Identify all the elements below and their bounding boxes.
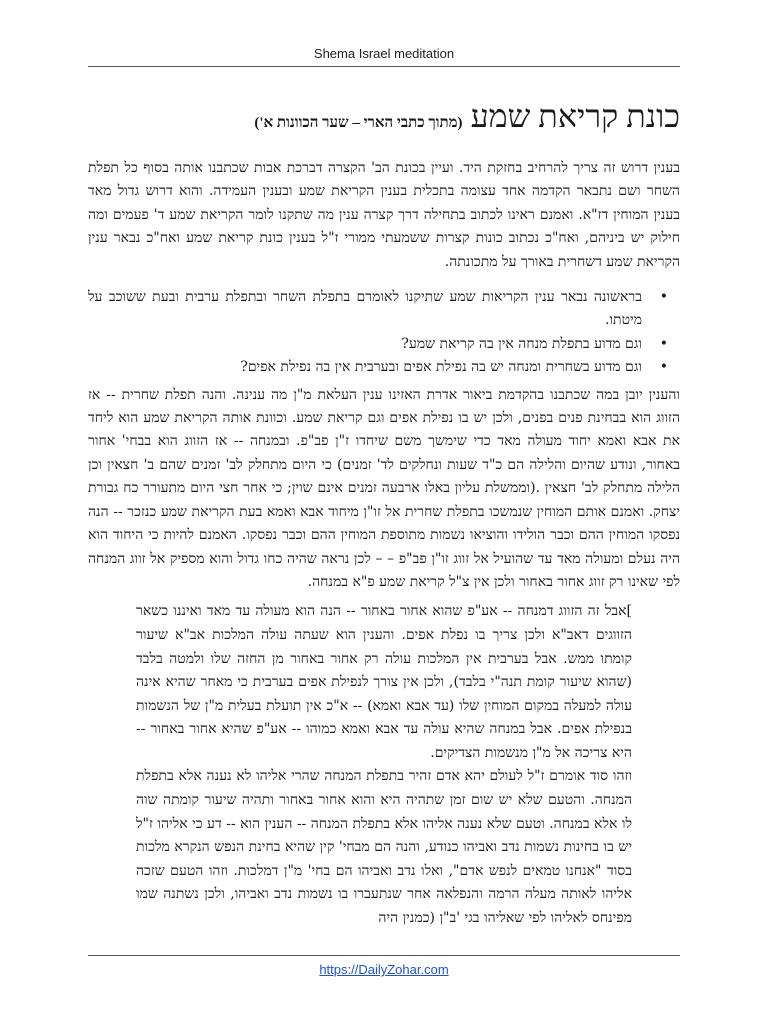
page-header: Shema Israel meditation: [313, 46, 455, 61]
title-main: כונת קריאת שמע: [470, 98, 680, 134]
intro-paragraph: בענין דרוש זה צריך להרחיב בחזקת היד. ועיין בכונת הב' הקצרה דברכת אבות שכתבנו אותה בסוף כל תפלת השחר ושם נתבאר הקדמה אחד עצומה בתכלית בענין הקריאת שמע ובענין העמידה. והוא דרוש גדול מאד בענין המוחין דז"א. ואמנם ראינו לכתוב בתחילה דרך קצרה ענין מה שתקנו לומר הקריאת שמע ד' פעמים ומה חילוק יש ביניהם, ואח"כ נכתוב כונות קצרות ששמעתי ממורי ז"ל בענין כונת קריאת שמע ואח"כ נבאר ענין הקריאת שמע דשחרית באורך על מתכונתה.: [88, 160, 680, 270]
page-footer: [88, 962, 680, 977]
list-item: • וגם מדוע בשחרית ומנחה יש בה נפילת אפים ובערבית אין בה נפילת אפים?: [88, 356, 642, 379]
document-title: [88, 96, 680, 143]
footer-rule: [88, 955, 680, 956]
quote-paragraph: ]אבל זה הזווג דמנחה -- אע"פ שהוא אחור באחור -- הנה הוא מעולה עד מאד ואיננו כשאר הזווגים דאב"א ולכן צריך בו נפלת אפים. והענין הוא שעתה עולה המלכות אב"א שיעור קומתו ממש. אבל בערבית אין המלכות עולה רק אחור באחור מן החזה שלו ולמטה בלבד (שהוא שיעור קומת תנה"י בלבד), ולכן אין צורך לנפילת אפים בערבית כי מאחר שהיא אינה עולה למעלה במקום המוחין שלו (עד אבא ואמא) -- א"כ אין תועלת בעלית מ"ן של הנשמות בנפילת אפים. אבל במנחה שהיא עולה עד אבא ואמא כמוהו -- אע"פ שהיא אחור באחור -- היא צריכה אל מ"ן מנשמות הצדיקים.: [136, 603, 632, 761]
indented-quote: [136, 600, 632, 930]
list-item: • וגם מדוע בתפלת מנחה אין בה קריאת שמע?: [88, 333, 642, 356]
quote-paragraph: וזהו סוד אומרם ז"ל לעולם יהא אדם זהיר בתפלת המנחה שהרי אליהו לא נענה אלא בתפלת המנחה. והטעם שלא יש שום זמן שתהיה היא והוא אחור באחור ותהיה שיעור קומתה שוה לו אלא במנחה. וטעם שלא נענה אליהו אלא בתפלת המנחה -- הענין הוא -- דע כי אליהו ז"ל יש בו בחינות נשמות נדב ואביהו כנודע, והנה הם מבחי' קין שהיא בחינת הנפש הנקרא מלכות בסוד "אנחנו טמאים לנפש אדם", ואלו נדב ואביהו הם בחי' מ"ן דמלכות. וזהו הטעם שזכה אליהו לאותה מעלה הרמה והנפלאה אחר שנתעברו בו נשמות נדב ואביהו, ולכן נשתנה שמו מפינחס לאליהו לפי שאליהו בגי 'ב"ן (כמנין היה: [136, 768, 632, 927]
question-list: [88, 286, 680, 380]
website-link[interactable]: https://DailyZohar.com: [319, 962, 449, 977]
body-paragraph: והענין יובן במה שכתבנו בהקדמת ביאור אדרת האזינו ענין העלאת מ"ן מה ענינה. והנה תפלת שחרית -- אז הזווג הוא בבחינת פנים בפנים, ולכן יש בו נפילת אפים וגם קריאת שמע. וכוונת אותה הקריאת שמע הוא ליחד את אבא ואמא יחוד מעולה מאד כדי שימשך משם שיחדו ז"ן פב"פ. ובמנחה -- אז הזווג הוא בבחי' אחור באחור, ונודע שהיום והלילה הם כ"ד שעות ונחלקים לד' זמנים) כי היום מתחלק לב' זמנים שהם ב' חצאין וכן הלילה מתחלק לב' חצאין .(וממשלת עליון באלו ארבעה זמנים אינם שוין; כי אחר חצי היום מתעורר כח גבורת יצחק. ואמנם אותם המוחין שנמשכו בתפלת שחרית אל זו"ן מיחוד אבא ואמא בעת הקריאת שמע כנזכר -- הנה נפסקו המוחין ההם וכבר הולידו והוציאו נשמות מתוספת המוחין ההם וכבר נפסקו. האמנם להיות כי היחוד הוא היה נעלם ומעולה מאד עד שהועיל אל זווג זו"ן פב"פ – – לכן נראה שהיה כחו גדול והוא מספיק אל זווג המנחה לפי שאינו רק זווג אחור באחור ולכן אין צ"ל קריאת שמע פ"א במנחה.: [88, 386, 680, 590]
title-subtitle: (מתוך כתבי הארי – שער הכוונות א'): [254, 115, 463, 131]
document-body: [88, 96, 680, 931]
list-item: • בראשונה נבאר ענין הקריאות שמע שתיקנו לאומרם בתפלת השחר ובתפלת ערבית ובעת ששוכב על מיטתו.: [88, 286, 642, 333]
header-rule: [88, 66, 680, 67]
